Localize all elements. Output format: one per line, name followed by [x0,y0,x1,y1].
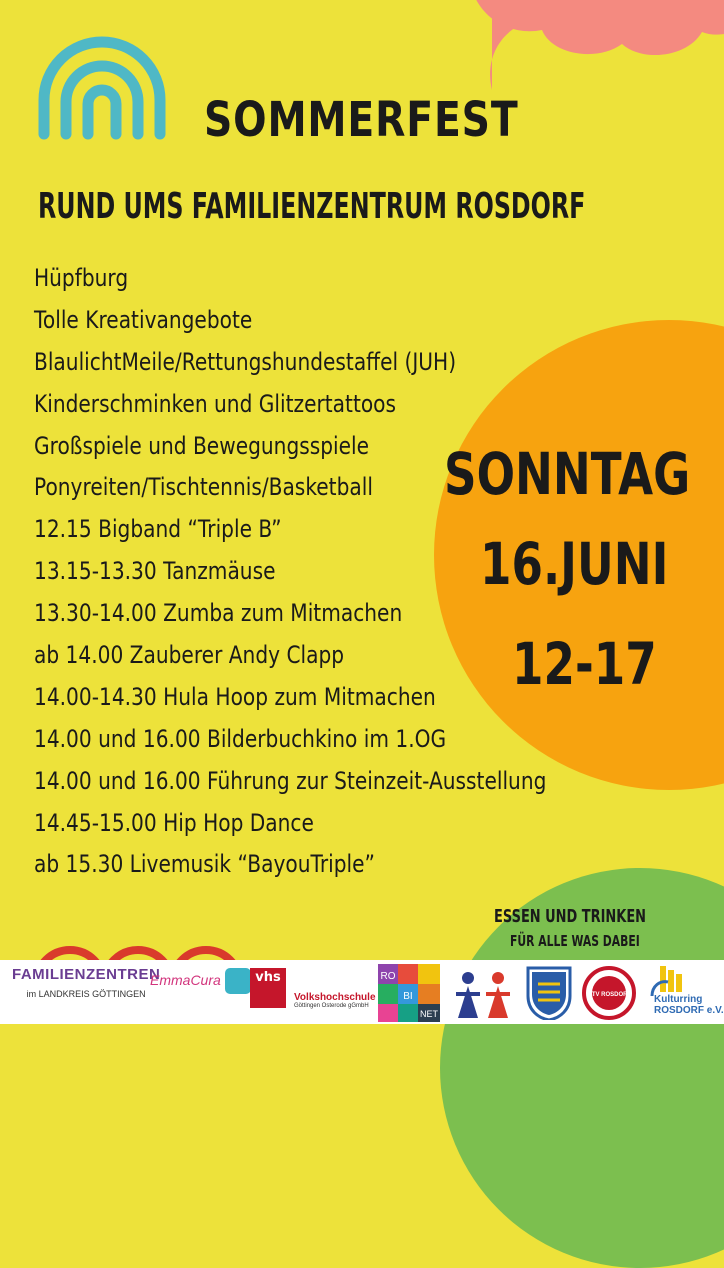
emmacura-mark-icon [225,968,251,994]
list-item: 14.00 und 16.00 Bilderbuchkino im 1.OG [34,724,447,753]
food-subheading: FÜR ALLE WAS DABEI [510,932,640,950]
page-title: SOMMERFEST [204,92,519,148]
emmacura-logo [150,968,251,994]
kulturring-text [654,994,724,1016]
robinet-letters-2: BI [403,991,413,1002]
emmacura-name: EmmaCura [150,972,221,989]
kulturring-line1: Kulturring [654,994,703,1005]
vhs-name: Volkshochschule [294,992,376,1003]
list-item: Hüpfburg [34,264,129,292]
list-item: Ponyreiten/Tischtennis/Basketball [34,473,373,502]
list-item: 13.15-13.30 Tanzmäuse [34,557,276,586]
robinet-letters-3: NET [420,1009,438,1019]
list-item: Kinderschminken und Glitzertattoos [34,389,397,418]
list-item: 12.15 Bigband “Triple B” [34,515,282,544]
rainbow-icon [36,30,168,140]
kulturring-line2: ROSDORF e.V. [654,1005,724,1016]
vhs-logo-mark: vhs [250,968,286,1008]
event-time: 12-17 [512,630,657,698]
children-figures-logo [452,968,516,1020]
familienzentren-logo [12,966,160,999]
green-circle-shape [440,868,724,1268]
list-item: BlaulichtMeile/Rettungshundestaffel (JUH) [34,347,457,376]
food-heading: ESSEN UND TRINKEN [494,906,647,927]
list-item: 14.00-14.30 Hula Hoop zum Mitmachen [34,682,436,711]
event-date: 16.JUNI [480,530,669,598]
robinet-logo [378,964,440,1022]
mtv-rosdorf-logo [582,966,636,1020]
list-item: 14.45-15.00 Hip Hop Dance [34,808,314,837]
list-item: ab 15.30 Livemusik “BayouTriple” [34,850,375,879]
list-item: 13.30-14.00 Zumba zum Mitmachen [34,599,403,628]
vhs-logo-text [294,992,376,1009]
list-item: Großspiele und Bewegungsspiele [34,431,370,460]
list-item: ab 14.00 Zauberer Andy Clapp [34,641,345,670]
robinet-letters-1: RO [380,971,396,982]
familienzentren-sub: im LANDKREIS GÖTTINGEN [26,989,146,999]
vhs-sub: Göttingen Osterode gGmbH [294,1003,369,1009]
list-item: 14.00 und 16.00 Führung zur Steinzeit-Ausstellung [34,766,547,795]
pink-cloud-shape [472,0,724,90]
municipal-crest-logo [526,966,572,1020]
familienzentren-name: FAMILIENZENTREN [12,966,161,983]
page-subtitle: RUND UMS FAMILIENZENTRUM ROSDORF [38,186,586,227]
event-day: SONNTAG [444,440,691,508]
mtv-name: MTV ROSDORF [586,992,632,998]
list-item: Tolle Kreativangebote [34,305,253,334]
